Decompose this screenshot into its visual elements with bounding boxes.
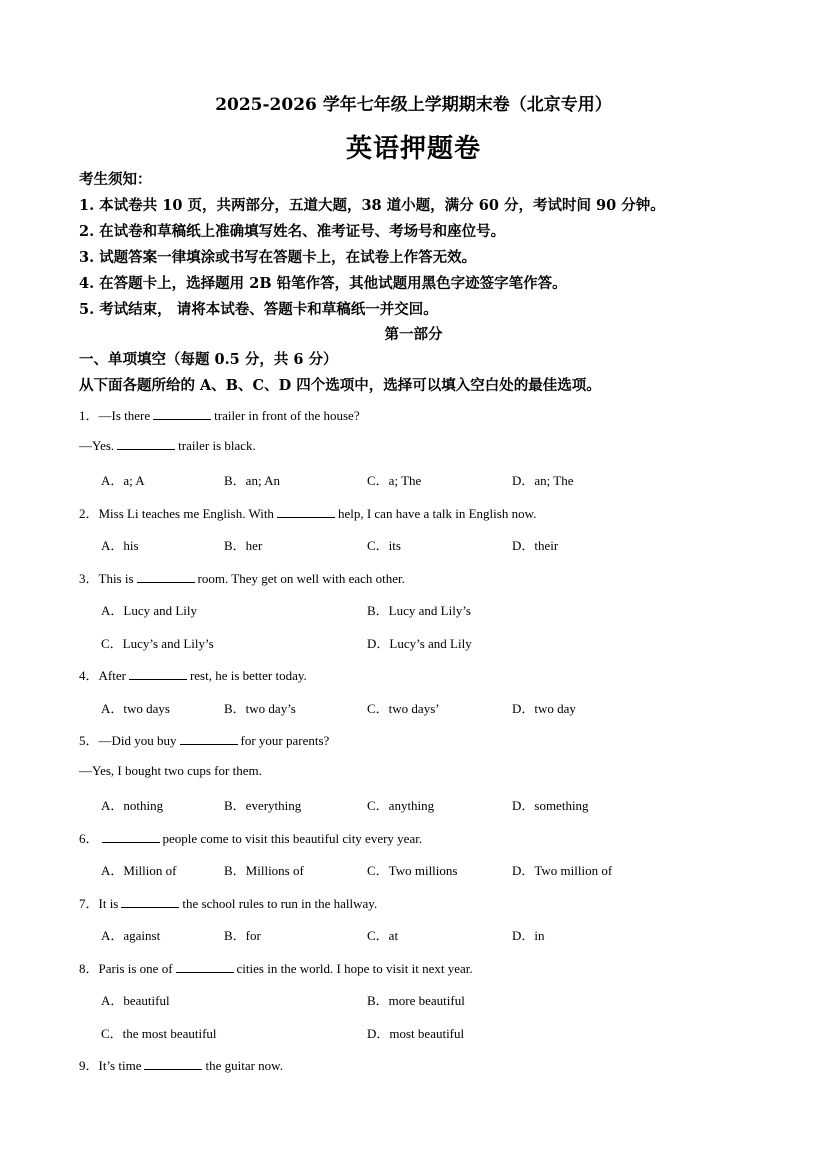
option-d: D．their xyxy=(512,538,559,553)
option-c: C．a; The xyxy=(367,473,422,488)
notice-item-4: 4. 在答题卡上，选择题用 2B 铅笔作答，其他试题用黑色字迹签字笔作答。 xyxy=(79,275,567,292)
question-1-text: trailer is black. xyxy=(178,438,256,453)
option-d: D．two day xyxy=(512,701,576,716)
question-5-text: 5．—Did you buy xyxy=(79,733,177,748)
option-b: B．more beautiful xyxy=(367,993,465,1008)
option-a: A．two days xyxy=(101,701,170,716)
question-5-text: for your parents? xyxy=(240,733,330,748)
question-2-text: 2．Miss Li teaches me English. With xyxy=(79,506,274,521)
question-1-line-2 xyxy=(79,438,256,454)
answer-blank xyxy=(277,516,335,518)
option-c: C．at xyxy=(367,928,399,943)
option-d: D．something xyxy=(512,798,589,813)
question-7-text: the school rules to run in the hallway. xyxy=(182,896,378,911)
option-c: C．Lucy’s and Lily’s xyxy=(101,636,214,651)
section-title: 一、单项填空（每题 0.5 分，共 6 分） xyxy=(79,351,338,368)
question-4 xyxy=(79,665,307,684)
answer-blank xyxy=(121,906,179,908)
question-1-text: 1．—Is there xyxy=(79,408,151,423)
notice-item-1: 1. 本试卷共 10 页，共两部分，五道大题，38 道小题，满分 60 分，考试时间 90 分钟。 xyxy=(79,197,665,214)
answer-blank xyxy=(180,743,238,745)
option-a: A．a; A xyxy=(101,473,145,488)
question-2-text: help, I can have a talk in English now. xyxy=(337,506,537,521)
option-b: B．two day’s xyxy=(224,701,296,716)
question-4-text: 4．After xyxy=(79,668,126,683)
option-c: C．its xyxy=(367,538,401,553)
option-b: B．Lucy and Lily’s xyxy=(367,603,471,618)
option-d: D．an; The xyxy=(512,473,574,488)
question-8-text: cities in the world. I hope to visit it next year. xyxy=(236,961,473,976)
question-1-text: —Yes. xyxy=(79,438,115,453)
answer-blank xyxy=(153,418,211,420)
question-1-text: trailer in front of the house? xyxy=(214,408,360,423)
option-a: A．beautiful xyxy=(101,993,170,1008)
answer-blank xyxy=(144,1068,202,1070)
option-a: A．nothing xyxy=(101,798,164,813)
option-c: C．two days’ xyxy=(367,701,440,716)
option-d: D．Lucy’s and Lily xyxy=(367,636,472,651)
answer-blank xyxy=(102,841,160,843)
question-3-text: 3．This is xyxy=(79,571,134,586)
question-9-text: the guitar now. xyxy=(205,1058,283,1073)
part-heading: 第一部分 xyxy=(384,326,443,343)
question-8 xyxy=(79,958,473,977)
answer-blank xyxy=(117,448,175,450)
question-5 xyxy=(79,730,329,749)
question-7-text: 7．It is xyxy=(79,896,119,911)
option-b: B．her xyxy=(224,538,263,553)
question-4-text: rest, he is better today. xyxy=(189,668,307,683)
notice-item-5: 5. 考试结束， 请将本试卷、答题卡和草稿纸一并交回。 xyxy=(79,301,438,318)
option-a: A．Million of xyxy=(101,863,177,878)
section-instruction: 从下面各题所给的 A、B、C、D 四个选项中，选择可以填入空白处的最佳选项。 xyxy=(79,377,601,394)
question-1 xyxy=(79,405,360,424)
question-8-text: 8．Paris is one of xyxy=(79,961,173,976)
option-c: C．the most beautiful xyxy=(101,1026,217,1041)
question-9-text: 9．It’s time xyxy=(79,1058,142,1073)
question-6 xyxy=(79,828,422,847)
answer-blank xyxy=(129,678,187,680)
notice-item-2: 2. 在试卷和草稿纸上准确填写姓名、准考证号、考场号和座位号。 xyxy=(79,223,506,240)
option-a: A．against xyxy=(101,928,161,943)
answer-blank xyxy=(176,971,234,973)
option-c: C．anything xyxy=(367,798,435,813)
question-6-text: people come to visit this beautiful city every year. xyxy=(162,831,423,846)
option-b: B．an; An xyxy=(224,473,280,488)
question-7 xyxy=(79,893,377,912)
option-b: B．everything xyxy=(224,798,302,813)
exam-title: 2025-2026 学年七年级上学期期末卷（北京专用） xyxy=(215,95,612,115)
question-3-text: room. They get on well with each other. xyxy=(197,571,405,586)
question-6-text: 6． xyxy=(79,831,99,846)
notice-item-3: 3. 试题答案一律填涂或书写在答题卡上，在试卷上作答无效。 xyxy=(79,249,477,266)
answer-blank xyxy=(137,581,195,583)
option-d: D．most beautiful xyxy=(367,1026,465,1041)
option-a: A．Lucy and Lily xyxy=(101,603,198,618)
question-3 xyxy=(79,568,405,587)
exam-subtitle: 英语押题卷 xyxy=(345,134,481,164)
option-b: B．Millions of xyxy=(224,863,304,878)
option-a: A．his xyxy=(101,538,139,553)
option-b: B．for xyxy=(224,928,261,943)
notice-heading: 考生须知： xyxy=(79,171,152,188)
question-5-line-2: —Yes, I bought two cups for them. xyxy=(79,763,262,778)
question-9 xyxy=(79,1055,283,1074)
option-c: C．Two millions xyxy=(367,863,458,878)
question-2 xyxy=(79,503,536,522)
option-d: D．Two million of xyxy=(512,863,613,878)
option-d: D．in xyxy=(512,928,545,943)
